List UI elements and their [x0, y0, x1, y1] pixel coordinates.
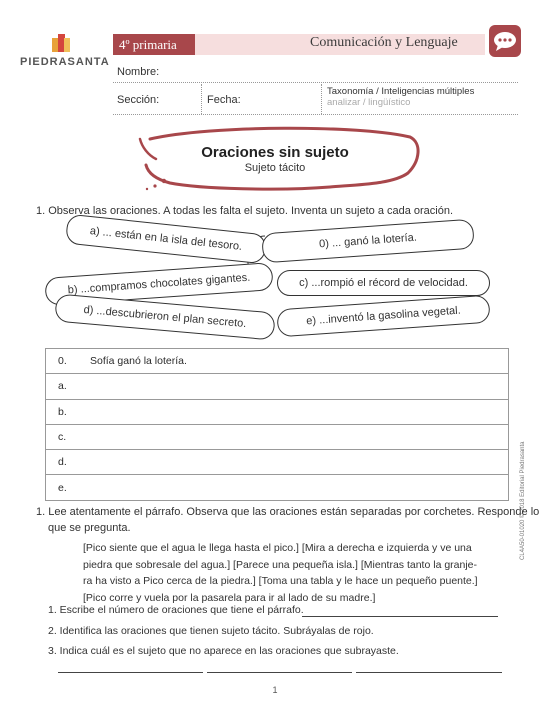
row-label: a.: [58, 380, 67, 393]
exercise2-instruction-line1: 1. Lee atentamente el párrafo. Observa que las oraciones están separadas por corchetes. Responde lo: [36, 506, 540, 518]
taxonomy-label: Taxonomía / Inteligencias múltiples: [327, 86, 475, 97]
nombre-line: [113, 82, 518, 83]
fecha-label: Fecha:: [207, 94, 241, 106]
nombre-label: Nombre:: [117, 66, 160, 78]
sentence-pill-c: c) ...rompió el récord de velocidad.: [277, 270, 490, 296]
catalog-code: CL4A50-01020 © 2018 Editorial Piedrasanta: [520, 441, 526, 560]
row-label: e.: [58, 481, 67, 494]
row-answer: Sofía ganó la lotería.: [90, 355, 187, 368]
question-2: 2. Identifica las oraciones que tienen sujeto tácito. Subráyalas de rojo.: [48, 625, 374, 637]
taxonomy-value: analizar / lingüístico: [327, 97, 411, 108]
paragraph-line: [Pico corre y vuela por la pasarela para ir al lado de su madre.]: [83, 591, 376, 604]
paragraph-line: piedra que sobresale del agua.] [Parece una pequeña isla.] [Mientras tanto la granje-: [83, 558, 478, 571]
row-label: d.: [58, 456, 67, 469]
sentence-pill-d: d) ...descubrieron el plan secreto.: [54, 293, 276, 340]
sentence-pill-a: a) ... están en la isla del tesoro.: [65, 214, 267, 265]
row-label: 0.: [58, 355, 67, 368]
seccion-label: Sección:: [117, 94, 160, 106]
logo-text: PIEDRASANTA: [20, 56, 110, 68]
answer-table: [45, 348, 509, 501]
answer-line-1[interactable]: [302, 616, 498, 617]
page-subtitle: Sujeto tácito: [244, 162, 306, 174]
chat-bubble-icon: [488, 24, 522, 58]
answer-line-3a[interactable]: [58, 672, 203, 673]
table-row[interactable]: [46, 374, 508, 399]
field-divider: [321, 84, 322, 114]
answer-line-3b[interactable]: [207, 672, 352, 673]
row-label: b.: [58, 405, 67, 418]
table-row: [46, 349, 508, 374]
sentence-pill-0: 0) ... ganó la lotería.: [261, 219, 475, 264]
subject-title: Comunicación y Lenguaje: [310, 35, 458, 50]
question-1: 1. Escribe el número de oraciones que tiene el párrafo.: [48, 604, 304, 616]
sentence-pill-e: e) ...inventó la gasolina vegetal.: [276, 295, 490, 338]
logo-icon: [50, 32, 72, 56]
reading-paragraph: [83, 540, 483, 606]
paragraph-line: [Pico siente que el agua le llega hasta el pico.] [Mira a derecha e izquierda y ve una: [83, 542, 472, 554]
page-number: 1: [272, 685, 278, 695]
field-divider: [201, 84, 202, 114]
table-row[interactable]: [46, 475, 508, 499]
grade-tag: 4º primaria: [113, 34, 195, 55]
table-row[interactable]: [46, 400, 508, 425]
answer-line-3c[interactable]: [356, 672, 502, 673]
table-row[interactable]: [46, 450, 508, 475]
table-row[interactable]: [46, 425, 508, 450]
seccion-line: [113, 114, 518, 115]
row-label: c.: [58, 431, 67, 444]
question-3: 3. Indica cuál es el sujeto que no aparece en las oraciones que subrayaste.: [48, 645, 399, 657]
sentence-pill-b: b) ...compramos chocolates gigantes.: [44, 262, 273, 306]
paragraph-line: ra ha visto a Pico cerca de la piedra.] [Toma una tabla y le hace un pequeño puente.]: [83, 575, 478, 587]
exercise1-instruction: 1. Observa las oraciones. A todas les falta el sujeto. Inventa un sujeto a cada oración.: [36, 205, 454, 217]
exercise2-instruction-line2: que se pregunta.: [48, 522, 131, 534]
page-title: Oraciones sin sujeto: [201, 144, 349, 161]
